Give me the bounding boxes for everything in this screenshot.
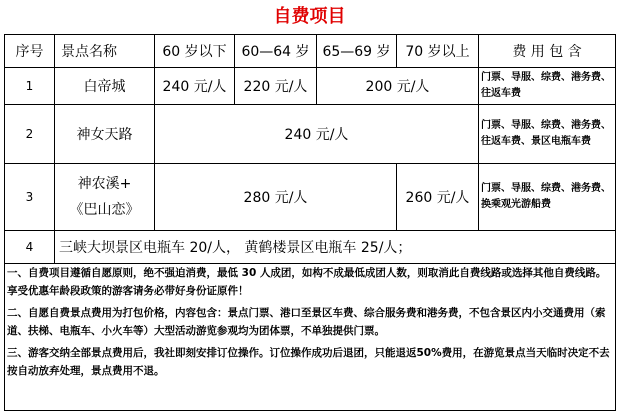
header-age-65-69: 65—69 岁 <box>317 35 397 68</box>
table-row <box>5 105 616 164</box>
header-age-60-64: 60—64 岁 <box>235 35 317 68</box>
header-age-under60: 60 岁以下 <box>155 35 235 68</box>
notes-cell <box>5 264 616 411</box>
header-name: 景点名称 <box>55 35 155 68</box>
row-seq: 2 <box>5 105 55 164</box>
row-seq: 4 <box>5 231 55 264</box>
note-item: 三、游客交纳全部景点费用后，我社即刻安排订位操作。订位操作成功后退团，只能退返50%费用，在游览景点当天临时决定不去按自动放弃处理，景点费用不退。 <box>7 347 610 377</box>
page-title: 自费项目 <box>273 6 346 27</box>
row-price-over70: 260 元/人 <box>397 164 479 231</box>
header-row <box>5 35 616 68</box>
table-row <box>5 68 616 105</box>
row-price-under69: 280 元/人 <box>155 164 397 231</box>
row-includes: 门票、导服、综费、港务费、往返车费、景区电瓶车费 <box>479 105 616 164</box>
fee-table <box>4 34 616 411</box>
row-price-60-64: 220 元/人 <box>235 68 317 105</box>
table-row <box>5 164 616 231</box>
row-name: 神女天路 <box>55 105 155 164</box>
row-includes: 门票、导服、综费、港务费、往返车费 <box>479 68 616 105</box>
row-price-under60: 240 元/人 <box>155 68 235 105</box>
table-row <box>5 231 616 264</box>
row-price-all: 240 元/人 <box>155 105 479 164</box>
row-name-line1: 神农溪+ <box>77 176 132 192</box>
row-name: 白帝城 <box>55 68 155 105</box>
header-seq: 序号 <box>5 35 55 68</box>
note-item: 一、自费项目遵循自愿原则，绝不强迫消费，最低 30 人成团，如构不成最低成团人数，则取消此自费线路或选择其他自费线路。享受优惠年龄段政策的游客请务必带好身份证原件！ <box>7 267 607 297</box>
row-name-line2: 《巴山恋》 <box>69 202 140 218</box>
row-price-65-plus: 200 元/人 <box>317 68 479 105</box>
header-age-over70: 70 岁以上 <box>397 35 479 68</box>
row-seq: 3 <box>5 164 55 231</box>
notes-row <box>5 264 616 411</box>
row-name <box>55 164 155 231</box>
header-includes: 费 用 包 含 <box>479 35 616 68</box>
row-text: 三峡大坝景区电瓶车 20/人， 黄鹤楼景区电瓶车 25/人； <box>55 231 616 264</box>
note-item: 二、自愿自费景点费用为打包价格，内容包含：景点门票、港口至景区车费、综合服务费和港务费，不包含景区内小交通费用（索道、扶梯、电瓶车、小火车等）大型活动游览参观均为团体票，不单独提供门票。 <box>7 307 606 337</box>
row-includes: 门票、导服、综费、港务费、换乘观光游船费 <box>479 164 616 231</box>
row-seq: 1 <box>5 68 55 105</box>
